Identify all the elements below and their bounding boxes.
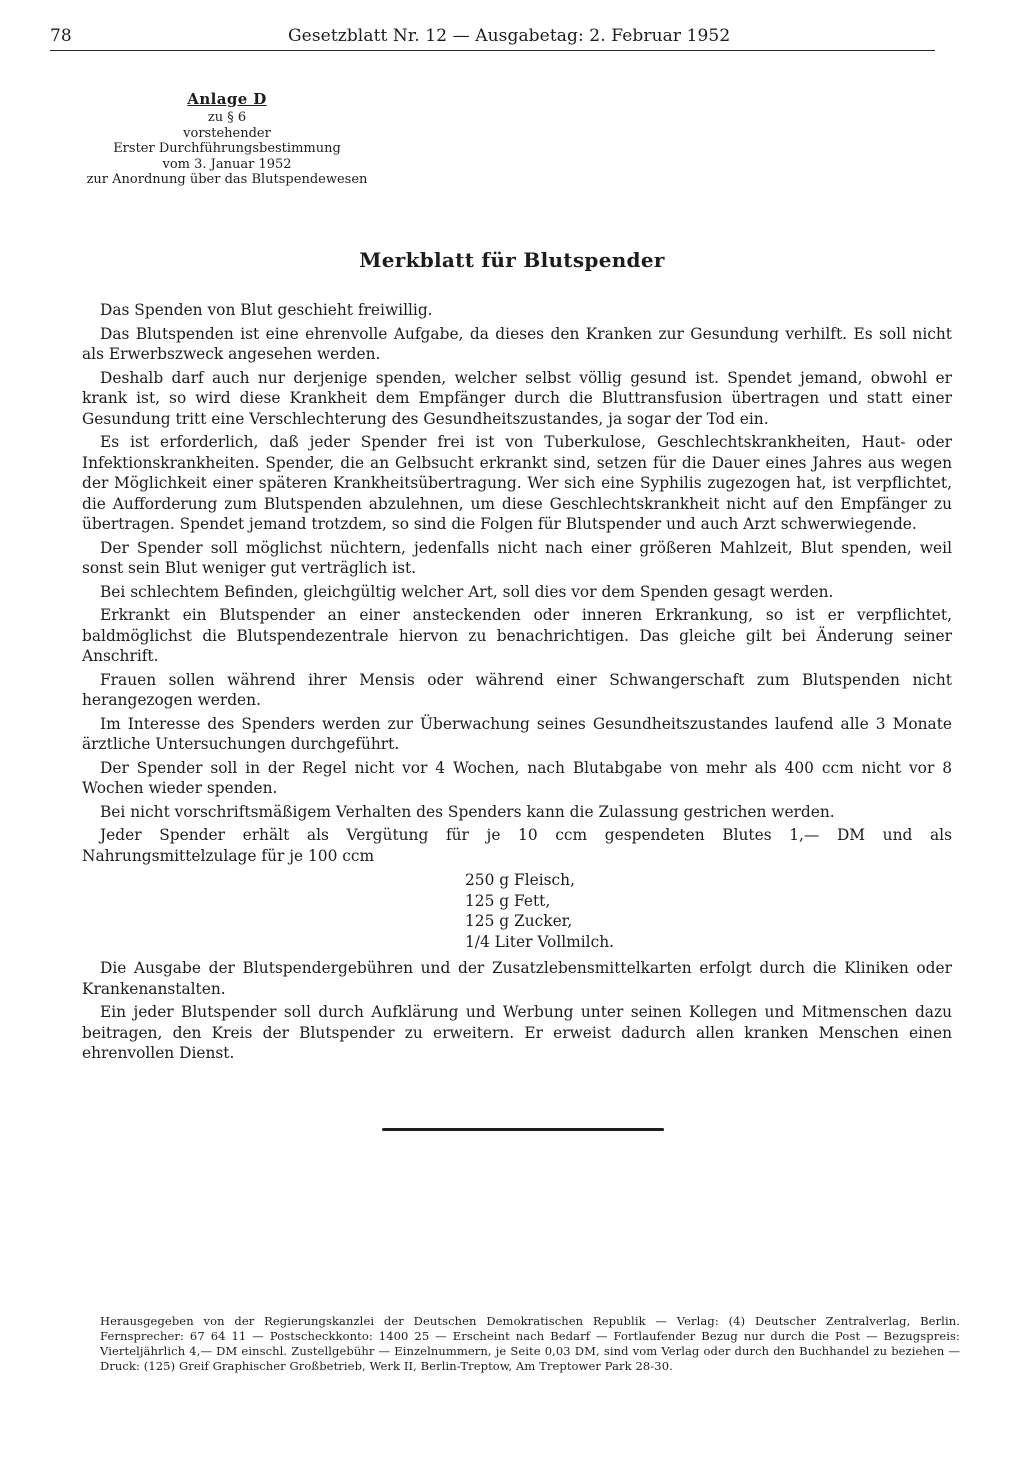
header-rule xyxy=(50,50,935,51)
paragraph: Die Ausgabe der Blutspendergebühren und der Zusatzlebensmittelkarten erfolgt durch die Kliniken oder Krankenanstalten. xyxy=(82,959,952,998)
page-header xyxy=(50,26,934,52)
paragraph: Der Spender soll möglichst nüchtern, jedenfalls nicht nach einer größeren Mahlzeit, Blut spenden, weil sonst sein Blut weniger gut verträglich ist. xyxy=(82,538,952,577)
annex-line: zur Anordnung über das Blutspendewesen xyxy=(86,172,368,187)
paragraph: Der Spender soll in der Regel nicht vor 4 Wochen, nach Blutabgabe von mehr als 400 ccm nicht vor 8 Wochen wieder spenden. xyxy=(82,758,952,797)
end-rule xyxy=(382,1128,664,1131)
paragraph: Deshalb darf auch nur derjenige spenden, welcher selbst völlig gesund ist. Spendet jemand, obwohl er krank ist, so wird diese Krankheit dem Empfänger durch die Bluttransfusion übertragen und statt einer Gesundung tritt eine Verschlechterung des Gesundheitszustandes, ja sogar der Tod ein. xyxy=(82,368,952,428)
ration-item: 250 g Fleisch, xyxy=(465,871,575,889)
paragraph: Frauen sollen während ihrer Mensis oder während einer Schwangerschaft zum Blutspenden nicht herangezogen werden. xyxy=(82,670,952,709)
paragraph: Bei nicht vorschriftsmäßigem Verhalten des Spenders kann die Zulassung gestrichen werden. xyxy=(100,802,835,821)
paragraph: Im Interesse des Spenders werden zur Überwachung seines Gesundheitszustandes laufend alle 3 Monate ärztliche Untersuchungen durchgeführt. xyxy=(82,714,952,753)
annex-line: Erster Durchführungsbestimmung xyxy=(113,141,341,156)
annex-line: vom 3. Januar 1952 xyxy=(162,156,292,172)
page-number: 78 xyxy=(50,26,72,46)
paragraph: Ein jeder Blutspender soll durch Aufklärung und Werbung unter seinen Kollegen und Mitmenschen dazu beitragen, den Kreis der Blutspender zu erweitern. Er erweist dadurch allen kranken Menschen einen ehrenvollen Dienst. xyxy=(82,1003,952,1062)
ration-item: 125 g Zucker, xyxy=(465,912,573,930)
annex-block xyxy=(62,90,392,188)
annex-title: Anlage D xyxy=(187,90,267,108)
document-body xyxy=(82,300,952,1067)
running-head: Gesetzblatt Nr. 12 — Ausgabetag: 2. Februar 1952 xyxy=(288,26,731,46)
paragraph: Jeder Spender erhält als Vergütung für je 10 ccm gespendeten Blutes 1,— DM und als Nahrungsmittelzulage für je 100 ccm xyxy=(82,826,952,865)
document-title: Merkblatt für Blutspender xyxy=(359,248,665,272)
paragraph: Das Blutspenden ist eine ehrenvolle Aufgabe, da dieses den Kranken zur Gesundung verhilft. Es soll nicht als Erwerbszweck angesehen werden. xyxy=(82,324,952,363)
paragraph: Erkrankt ein Blutspender an einer ansteckenden oder inneren Erkrankung, so ist er verpflichtet, baldmöglichst die Blutspendezentrale hiervon zu benachrichtigen. Das gleiche gilt bei Änderung seiner Anschrift. xyxy=(82,606,952,665)
paragraph: Es ist erforderlich, daß jeder Spender frei ist von Tuberkulose, Geschlechtskrankheiten, Haut- oder Infektionskrankheiten. Spender, die an Gelbsucht erkrankt sind, setzen für die Dauer eines Jahres aus wegen der Möglichkeit einer späteren Krankheitsübertragung. Wer sich eine Syphilis zugezogen hat, ist verpflichtet, die Aufforderung zum Blutspenden abzulehnen, um diese Geschlechtskrankheit nicht auf den Empfänger zu übertragen. Spendet jemand trotzdem, so sind die Folgen für Blutspender und auch Arzt schwerwiegende. xyxy=(82,433,952,533)
annex-line: vorstehender xyxy=(183,125,271,141)
publisher-imprint: Herausgegeben von der Regierungskanzlei der Deutschen Demokratischen Republik — Verlag: (4) Deutscher Zentralverlag, Berlin. Fernsprecher: 67 64 11 — Postscheckkonto: 1400 25 — Erscheint nach Bedarf — Fortlaufender Bezug nur durch die Post — Bezugspreis: Vierteljährlich 4,— DM einschl. Zustellgebühr — Einzelnummern, je Seite 0,03 DM, sind vom Verlag oder durch den Buchhandel zu beziehen — Druck: (125) Greif Graphischer Großbetrieb, Werk II, Berlin-Treptow, Am Treptower Park 28-30. xyxy=(100,1314,960,1373)
paragraph: Das Spenden von Blut geschieht freiwillig. xyxy=(100,301,433,319)
food-ration-list xyxy=(465,870,952,952)
ration-item: 1/4 Liter Vollmilch. xyxy=(465,932,615,951)
ration-item: 125 g Fett, xyxy=(465,891,551,910)
paragraph: Bei schlechtem Befinden, gleichgültig welcher Art, soll dies vor dem Spenden gesagt werden. xyxy=(100,582,834,601)
annex-line: zu § 6 xyxy=(207,110,247,125)
